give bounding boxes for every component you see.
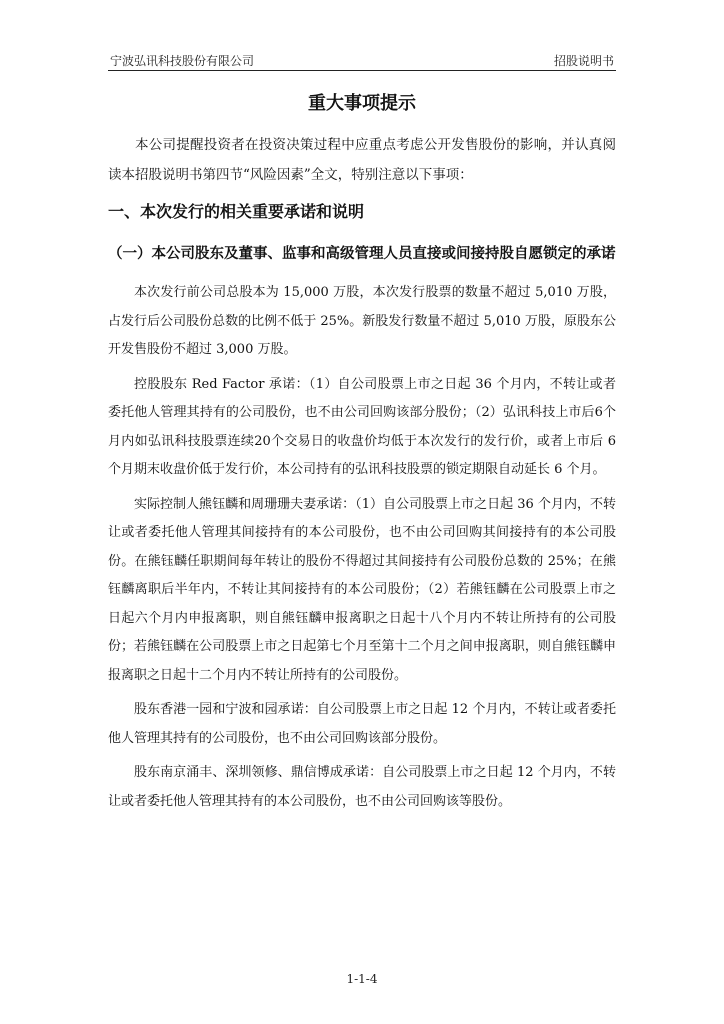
- intro-paragraph: 本公司提醒投资者在投资决策过程中应重点考虑公开发售股份的影响，并认真阅读本招股说明书第四节“风险因素”全文，特别注意以下事项：: [108, 137, 616, 183]
- page-title: 重大事项提示: [308, 93, 416, 114]
- subsection-heading-1: （一）本公司股东及董事、监事和高级管理人员直接或间接持股自愿锁定的承诺: [108, 246, 616, 262]
- header-document-type: 招股说明书: [553, 54, 614, 68]
- paragraph-actual-controller: 实际控制人熊钰麟和周珊珊夫妻承诺：（1）自公司股票上市之日起 36 个月内，不转让或者委托他人管理其间接持有的本公司股份，也不由公司回购其间接持有的本公司股份。在熊钰麟任职期间每年转让的股份不得超过其间接持有公司股份总数的 25%；在熊钰麟离职后半年内，不转让其间接持有的本公司股份；（2）若熊钰麟在公司股票上市之日起六个月内申报离职，则自熊钰麟申报离职之日起十八个月内不转让所持有的公司股份；若熊钰麟在公司股票上市之日起第七个月至第十二个月之间申报离职，则自熊钰麟申报离职之日起十二个月内不转让所持有的公司股份。: [108, 496, 616, 683]
- header-company-name: 宁波弘讯科技股份有限公司: [110, 54, 255, 68]
- paragraph-share-capital: 本次发行前公司总股本为 15,000 万股，本次发行股票的数量不超过 5,010 万股，占发行后公司股份总数的比例不低于 25%。新股发行数量不超过 5,010 万股，原股东公开发售股份不超过 3,000 万股。: [108, 285, 616, 357]
- page-header: [108, 50, 616, 71]
- paragraph-hk-yiyuan: 股东香港一园和宁波和园承诺：自公司股票上市之日起 12 个月内，不转让或者委托他人管理其持有的公司股份，也不由公司回购该部分股份。: [108, 702, 616, 746]
- page-content: [108, 90, 616, 816]
- paragraph-nanjing-yongfeng: 股东南京涌丰、深圳领修、鼎信博成承诺：自公司股票上市之日起 12 个月内，不转让或者委托他人管理其持有的本公司股份，也不由公司回购该等股份。: [108, 765, 616, 809]
- paragraph-controlling-shareholder: 控股股东 Red Factor 承诺：（1）自公司股票上市之日起 36 个月内，不转让或者委托他人管理其持有的公司股份，也不由公司回购该部分股份；（2）弘讯科技上市后6个月内如弘讯科技股票连续20个交易日的收盘价均低于本次发行的发行价，或者上市后 6 个月期末收盘价低于发行价，本公司持有的弘讯科技股票的锁定期限自动延长 6 个月。: [108, 376, 616, 477]
- section-heading-1: 一、本次发行的相关重要承诺和说明: [108, 202, 365, 221]
- page-number: 1-1-4: [346, 972, 378, 986]
